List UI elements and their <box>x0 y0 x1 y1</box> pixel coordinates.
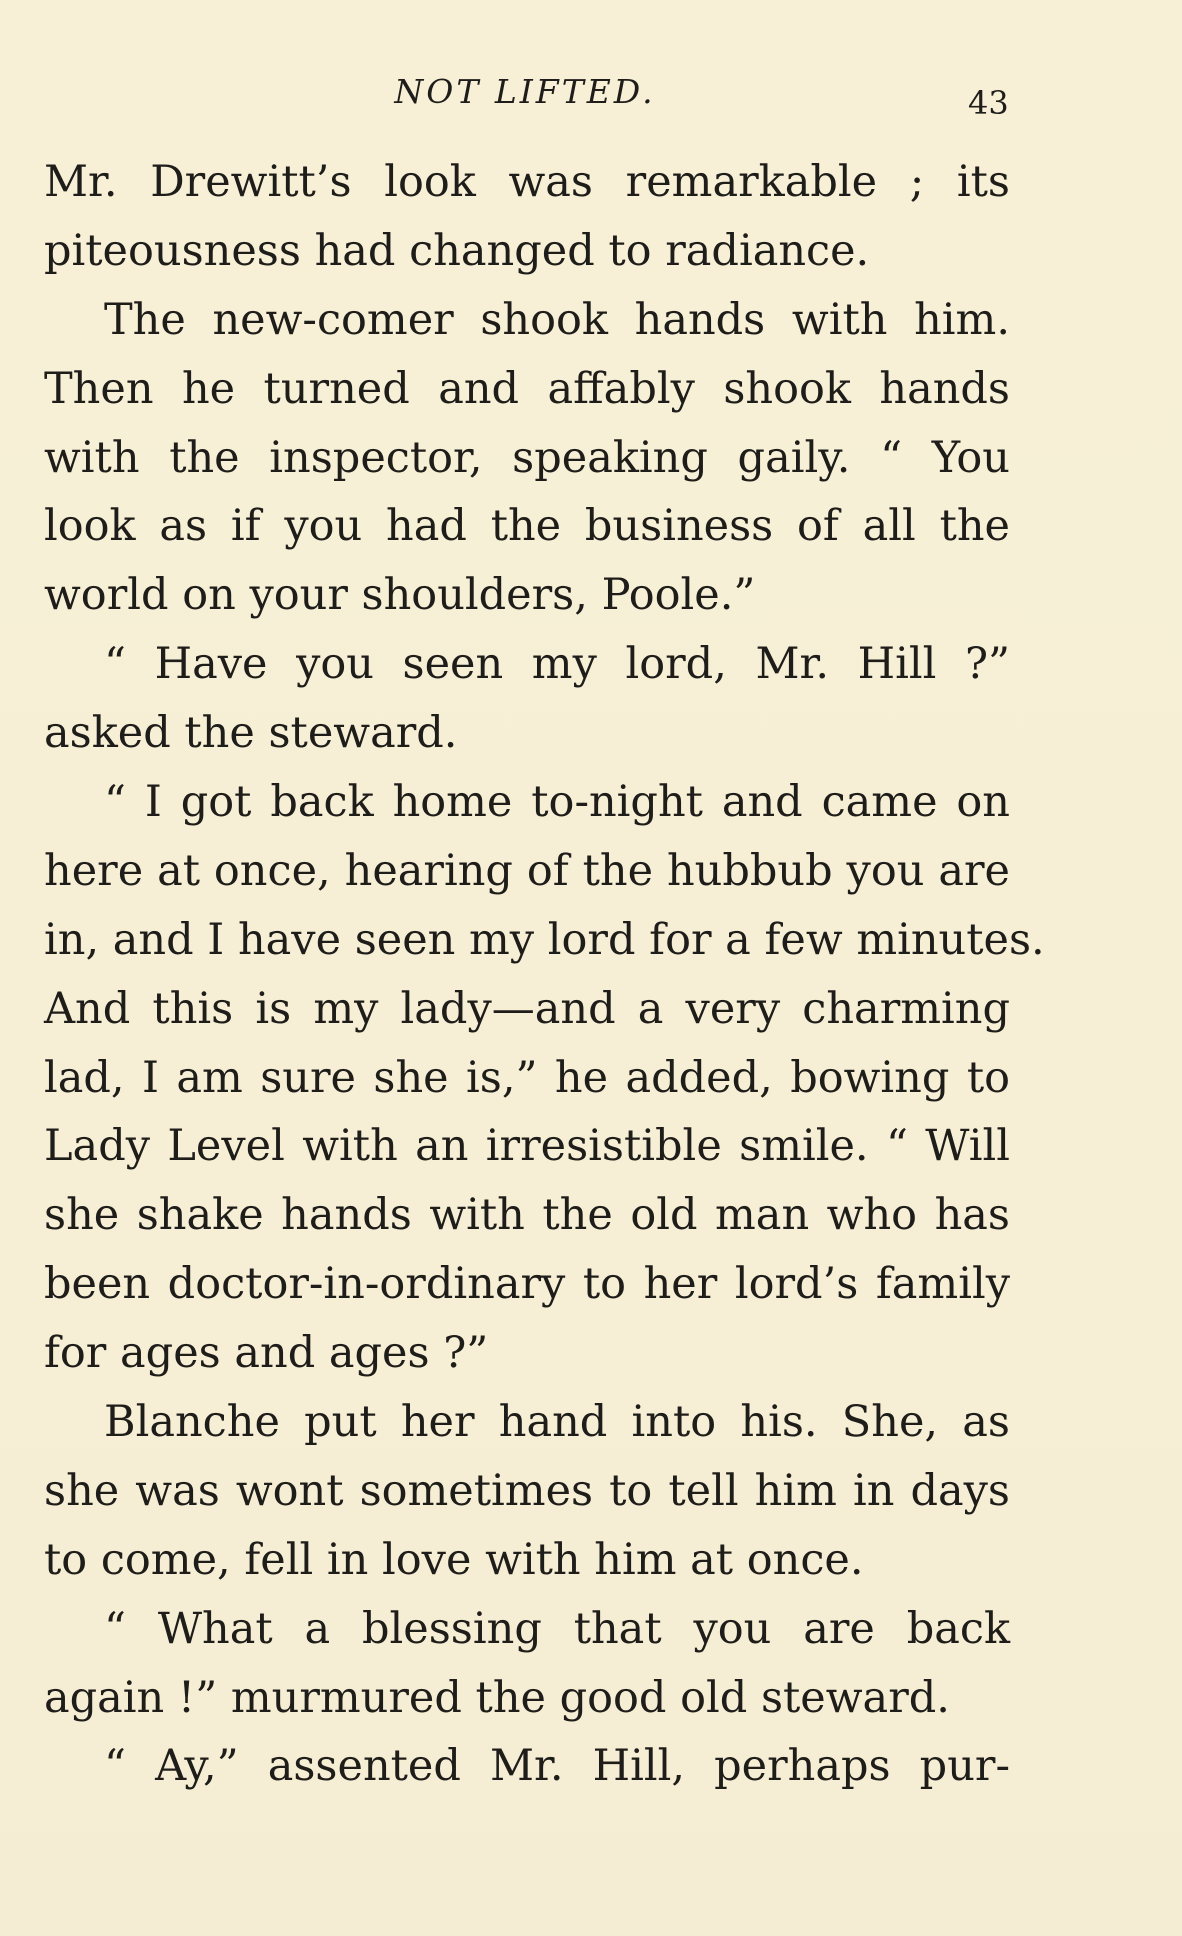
text-line: again !” murmured the good old steward. <box>44 1672 950 1723</box>
page-number: 43 <box>968 84 1009 122</box>
text-line: world on your shoulders, Poole.” <box>44 570 756 621</box>
body-text <box>44 148 1045 1801</box>
running-title: NOT LIFTED. <box>394 72 656 111</box>
text-line: for ages and ages ?” <box>44 1328 489 1379</box>
text-line: Lady Level with an irresistible smile. “ Will <box>44 1121 1010 1172</box>
text-line: Blanche put her hand into his. She, as <box>104 1397 1010 1448</box>
text-line: asked the steward. <box>44 708 458 759</box>
text-line: And this is my lady—and a very charming <box>44 983 1010 1034</box>
running-head <box>0 72 1182 122</box>
text-line: in, and I have seen my lord for a few minutes. <box>44 914 1045 965</box>
text-line: “ What a blessing that you are back <box>104 1603 1010 1654</box>
text-line: been doctor-in-ordinary to her lord’s family <box>44 1259 1010 1310</box>
text-line: with the inspector, speaking gaily. “ You <box>44 432 1010 483</box>
text-line: piteousness had changed to radiance. <box>44 225 870 276</box>
text-line: lad, I am sure she is,” he added, bowing to <box>44 1052 1010 1103</box>
text-line: to come, fell in love with him at once. <box>44 1534 864 1585</box>
text-line: she was wont sometimes to tell him in days <box>44 1465 1010 1516</box>
text-line: “ Have you seen my lord, Mr. Hill ?” <box>104 639 1010 690</box>
text-line: here at once, hearing of the hubbub you are <box>44 845 1010 896</box>
text-line: she shake hands with the old man who has <box>44 1190 1010 1241</box>
text-line: Mr. Drewitt’s look was remarkable ; its <box>44 157 1010 207</box>
text-line: “ I got back home to-night and came on <box>104 777 1010 828</box>
text-line: Then he turned and affably shook hands <box>44 363 1010 414</box>
text-line: look as if you had the business of all the <box>44 501 1010 552</box>
text-line: “ Ay,” assented Mr. Hill, perhaps pur- <box>104 1741 1010 1792</box>
text-line: The new-comer shook hands with him. <box>104 294 1010 345</box>
